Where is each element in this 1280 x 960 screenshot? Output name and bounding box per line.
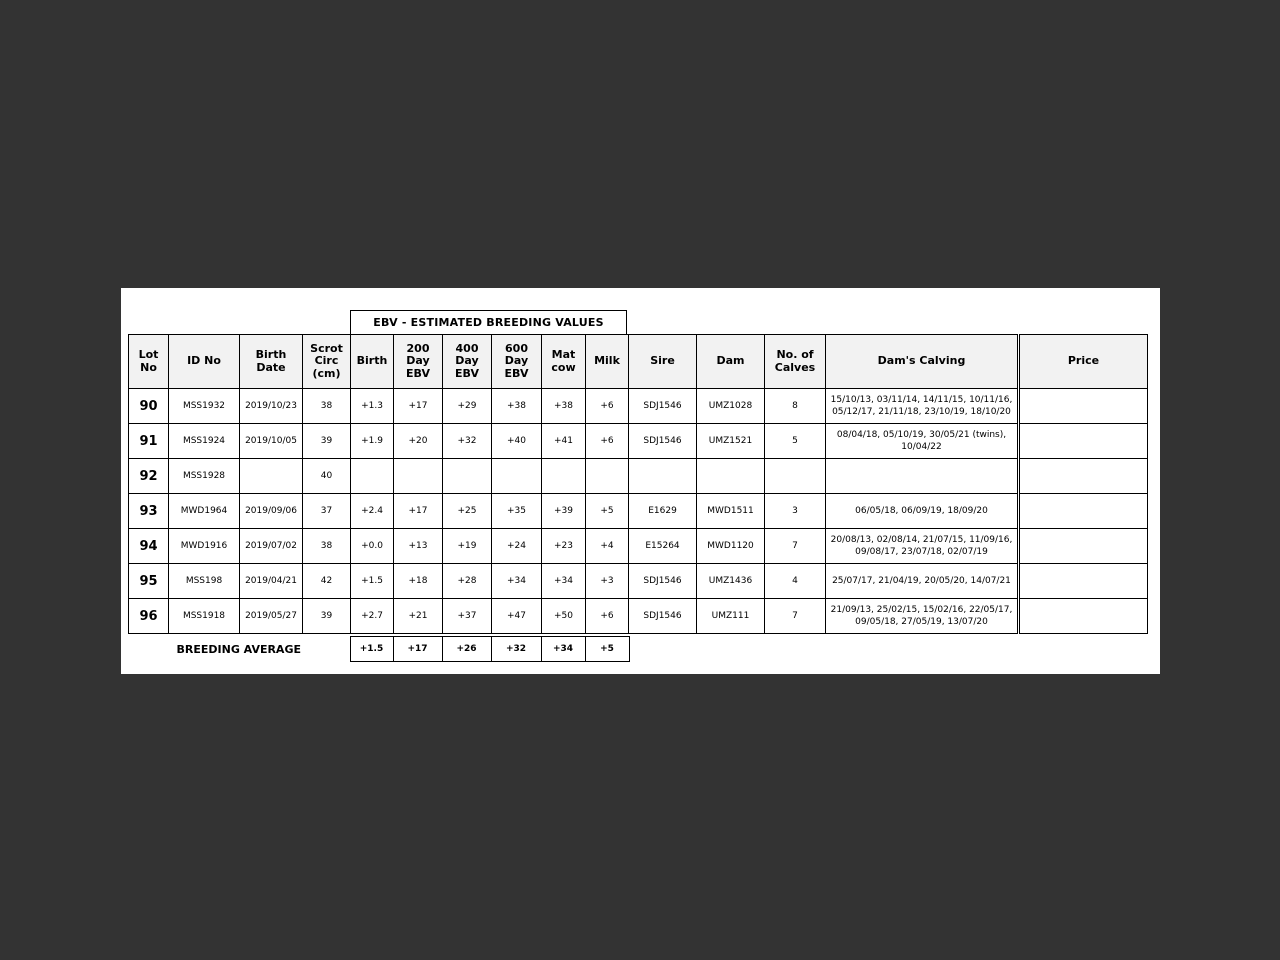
header-scrot: Scrot Circ (cm)	[303, 335, 351, 389]
header-calves: No. of Calves	[765, 335, 826, 389]
table-row	[129, 564, 1148, 599]
avg-400-day: +26	[442, 637, 491, 662]
ebv-600-day: +34	[492, 564, 542, 599]
sire: SDJ1546	[629, 424, 697, 459]
lot-no: 96	[129, 599, 169, 634]
ebv-600-day: +40	[492, 424, 542, 459]
id-no: MSS1932	[169, 389, 240, 424]
scrot-circ: 39	[303, 599, 351, 634]
price-cell[interactable]	[1019, 459, 1148, 494]
table-row	[129, 389, 1148, 424]
birth-date: 2019/10/05	[240, 424, 303, 459]
birth-date: 2019/09/06	[240, 494, 303, 529]
breeding-average-label: BREEDING AVERAGE	[176, 642, 301, 656]
lot-no: 92	[129, 459, 169, 494]
avg-600-day: +32	[491, 637, 541, 662]
dams-calving: 20/08/13, 02/08/14, 21/07/15, 11/09/16, 09/08/17, 23/07/18, 02/07/19	[826, 529, 1019, 564]
ebv-milk: +3	[586, 564, 629, 599]
ebv-birth: +2.4	[351, 494, 394, 529]
dams-calving: 06/05/18, 06/09/19, 18/09/20	[826, 494, 1019, 529]
birth-date: 2019/04/21	[240, 564, 303, 599]
birth-date: 2019/07/02	[240, 529, 303, 564]
ebv-birth: +1.3	[351, 389, 394, 424]
header-mat-cow: Mat cow	[542, 335, 586, 389]
ebv-600-day	[492, 459, 542, 494]
avg-200-day: +17	[393, 637, 442, 662]
ebv-600-day: +38	[492, 389, 542, 424]
ebv-birth: +2.7	[351, 599, 394, 634]
dam: MWD1120	[697, 529, 765, 564]
table-row	[129, 529, 1148, 564]
birth-date: 2019/05/27	[240, 599, 303, 634]
ebv-birth: +1.5	[351, 564, 394, 599]
birth-date	[240, 459, 303, 494]
dam: UMZ111	[697, 599, 765, 634]
breeding-average-table	[128, 636, 630, 662]
header-200-day: 200 Day EBV	[394, 335, 443, 389]
breeding-values-sheet	[121, 288, 1160, 674]
avg-birth: +1.5	[350, 637, 393, 662]
scrot-circ: 38	[303, 389, 351, 424]
ebv-mat-cow: +23	[542, 529, 586, 564]
ebv-mat-cow: +38	[542, 389, 586, 424]
birth-date: 2019/10/23	[240, 389, 303, 424]
id-no: MSS198	[169, 564, 240, 599]
ebv-400-day: +37	[443, 599, 492, 634]
sire: E15264	[629, 529, 697, 564]
ebv-milk: +6	[586, 599, 629, 634]
ebv-mat-cow	[542, 459, 586, 494]
scrot-circ: 40	[303, 459, 351, 494]
sire: SDJ1546	[629, 599, 697, 634]
scrot-circ: 37	[303, 494, 351, 529]
id-no: MSS1918	[169, 599, 240, 634]
dams-calving: 25/07/17, 21/04/19, 20/05/20, 14/07/21	[826, 564, 1019, 599]
ebv-birth	[351, 459, 394, 494]
ebv-mat-cow: +34	[542, 564, 586, 599]
header-400-day: 400 Day EBV	[443, 335, 492, 389]
dam: UMZ1521	[697, 424, 765, 459]
bull-sale-table	[128, 334, 1148, 634]
dams-calving: 15/10/13, 03/11/14, 14/11/15, 10/11/16, 05/12/17, 21/11/18, 23/10/19, 18/10/20	[826, 389, 1019, 424]
calves-count: 8	[765, 389, 826, 424]
dam	[697, 459, 765, 494]
ebv-birth: +1.9	[351, 424, 394, 459]
ebv-600-day: +24	[492, 529, 542, 564]
scrot-circ: 38	[303, 529, 351, 564]
ebv-milk: +5	[586, 494, 629, 529]
ebv-milk: +4	[586, 529, 629, 564]
dam: UMZ1028	[697, 389, 765, 424]
ebv-mat-cow: +41	[542, 424, 586, 459]
lot-no: 95	[129, 564, 169, 599]
id-no: MSS1924	[169, 424, 240, 459]
ebv-200-day	[394, 459, 443, 494]
header-milk: Milk	[586, 335, 629, 389]
calves-count: 4	[765, 564, 826, 599]
ebv-mat-cow: +39	[542, 494, 586, 529]
ebv-400-day: +32	[443, 424, 492, 459]
table-row	[129, 459, 1148, 494]
ebv-200-day: +20	[394, 424, 443, 459]
lot-no: 94	[129, 529, 169, 564]
calves-count: 7	[765, 599, 826, 634]
ebv-400-day: +28	[443, 564, 492, 599]
ebv-milk: +6	[586, 389, 629, 424]
sire	[629, 459, 697, 494]
ebv-birth: +0.0	[351, 529, 394, 564]
lot-no: 90	[129, 389, 169, 424]
ebv-400-day	[443, 459, 492, 494]
dam: MWD1511	[697, 494, 765, 529]
id-no: MSS1928	[169, 459, 240, 494]
ebv-200-day: +17	[394, 389, 443, 424]
table-row	[129, 424, 1148, 459]
ebv-400-day: +19	[443, 529, 492, 564]
price-cell[interactable]	[1019, 599, 1148, 634]
ebv-600-day: +35	[492, 494, 542, 529]
header-lot: Lot No	[129, 335, 169, 389]
header-row	[129, 335, 1148, 389]
price-cell[interactable]	[1019, 494, 1148, 529]
dams-calving: 21/09/13, 25/02/15, 15/02/16, 22/05/17, 09/05/18, 27/05/19, 13/07/20	[826, 599, 1019, 634]
avg-milk: +5	[585, 637, 629, 662]
price-cell[interactable]	[1019, 389, 1148, 424]
id-no: MWD1916	[169, 529, 240, 564]
header-sire: Sire	[629, 335, 697, 389]
ebv-milk	[586, 459, 629, 494]
dams-calving	[826, 459, 1019, 494]
dam: UMZ1436	[697, 564, 765, 599]
calves-count: 7	[765, 529, 826, 564]
ebv-banner: EBV - ESTIMATED BREEDING VALUES	[350, 310, 627, 334]
header-calving: Dam's Calving	[826, 335, 1019, 389]
price-cell[interactable]	[1019, 529, 1148, 564]
avg-mat-cow: +34	[541, 637, 585, 662]
sire: E1629	[629, 494, 697, 529]
calves-count	[765, 459, 826, 494]
ebv-200-day: +13	[394, 529, 443, 564]
calves-count: 3	[765, 494, 826, 529]
scrot-circ: 39	[303, 424, 351, 459]
price-cell[interactable]	[1019, 564, 1148, 599]
price-cell[interactable]	[1019, 424, 1148, 459]
lot-no: 93	[129, 494, 169, 529]
dams-calving: 08/04/18, 05/10/19, 30/05/21 (twins), 10/04/22	[826, 424, 1019, 459]
ebv-200-day: +21	[394, 599, 443, 634]
sire: SDJ1546	[629, 564, 697, 599]
ebv-mat-cow: +50	[542, 599, 586, 634]
ebv-400-day: +29	[443, 389, 492, 424]
header-birth: Birth	[351, 335, 394, 389]
header-600-day: 600 Day EBV	[492, 335, 542, 389]
lot-no: 91	[129, 424, 169, 459]
header-dam: Dam	[697, 335, 765, 389]
ebv-200-day: +17	[394, 494, 443, 529]
header-price: Price	[1019, 335, 1148, 389]
table-row	[129, 599, 1148, 634]
header-birth-date: Birth Date	[240, 335, 303, 389]
sire: SDJ1546	[629, 389, 697, 424]
header-id: ID No	[169, 335, 240, 389]
table-row	[129, 494, 1148, 529]
scrot-circ: 42	[303, 564, 351, 599]
ebv-400-day: +25	[443, 494, 492, 529]
id-no: MWD1964	[169, 494, 240, 529]
calves-count: 5	[765, 424, 826, 459]
ebv-600-day: +47	[492, 599, 542, 634]
ebv-milk: +6	[586, 424, 629, 459]
ebv-200-day: +18	[394, 564, 443, 599]
breeding-average-row	[128, 637, 629, 662]
